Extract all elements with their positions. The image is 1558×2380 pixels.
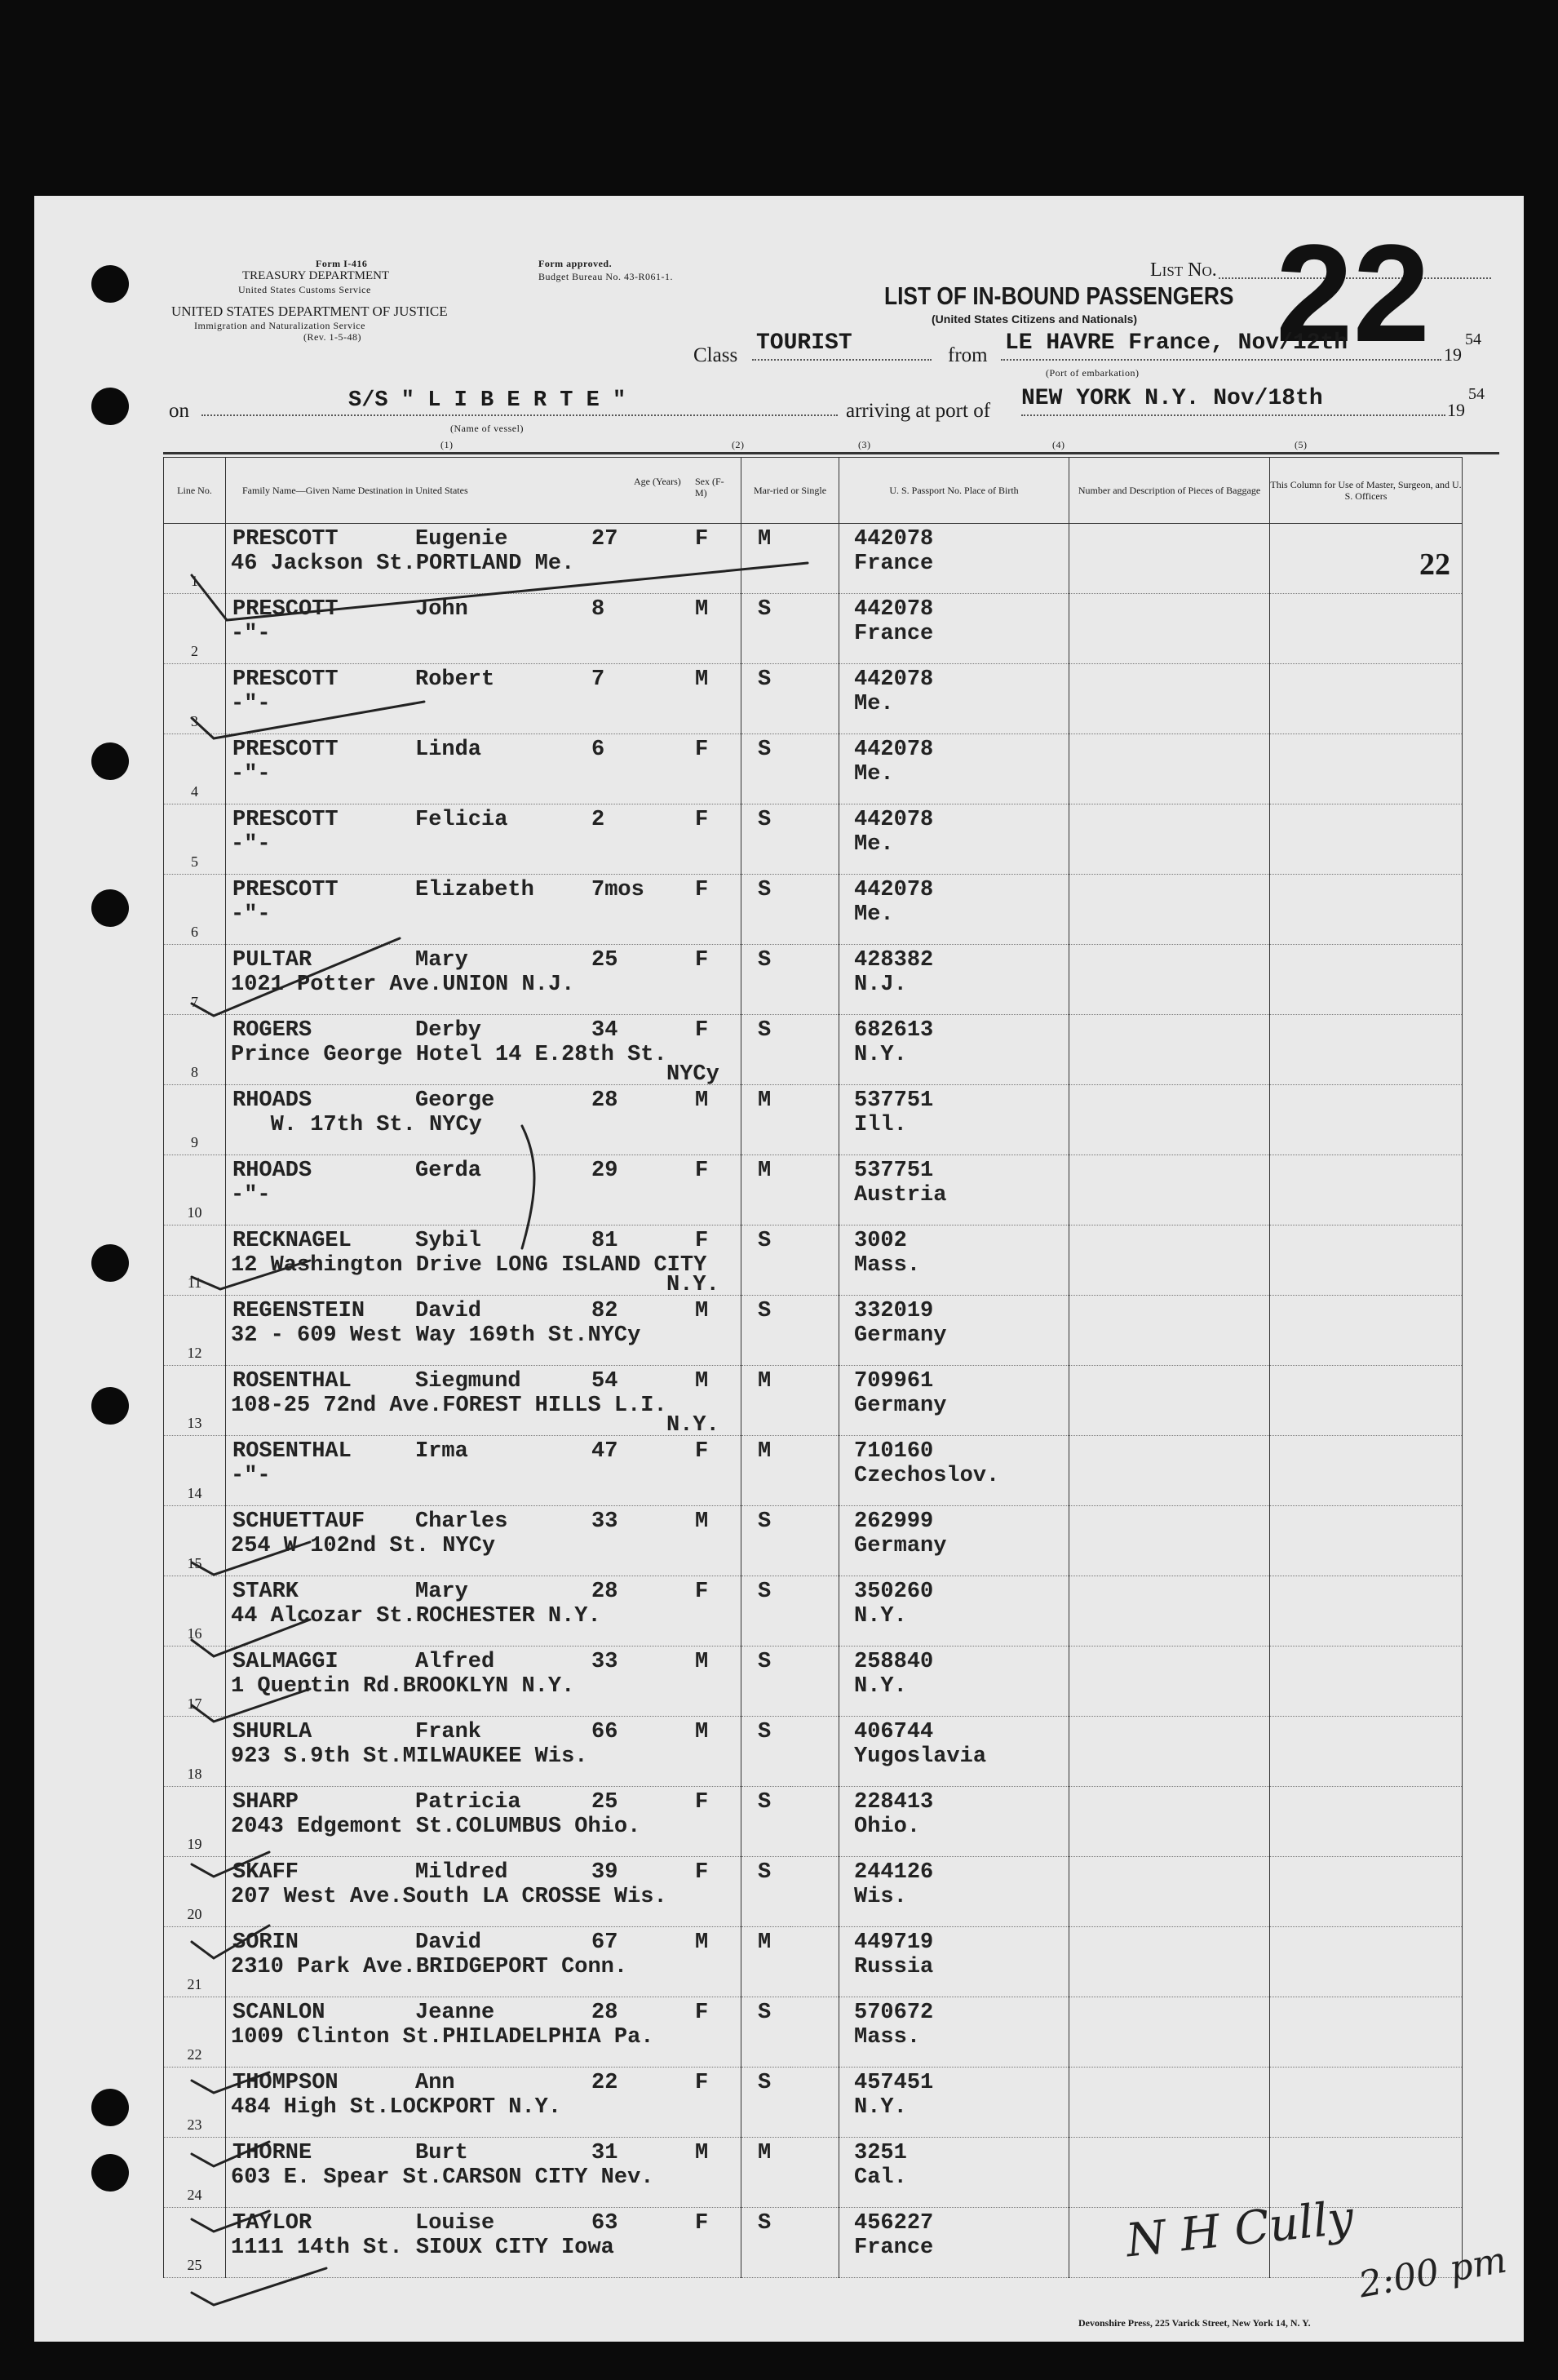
sex: M (695, 1720, 709, 1744)
col-index-3: (3) (858, 439, 871, 450)
given-name: Ann (415, 2071, 455, 2095)
given-name: Felicia (415, 808, 508, 832)
destination: 923 S.9th St.MILWAUKEE Wis. (231, 1744, 588, 1769)
line-number: 21 (187, 1976, 202, 1992)
line-number: 2 (191, 643, 198, 659)
line-number: 8 (191, 1064, 198, 1080)
family-name: REGENSTEIN (232, 1299, 365, 1323)
col-index-5: (5) (1295, 439, 1308, 450)
marital-status: S (758, 1509, 772, 1534)
place-of-birth: Me. (854, 762, 894, 787)
page-subtitle: (United States Citizens and Nationals) (932, 312, 1138, 326)
form-number: Form I-416 (316, 258, 368, 269)
given-name: Sybil (415, 1229, 482, 1253)
col-header-age: Age (Years) (634, 476, 681, 487)
treasury-dept: TREASURY DEPARTMENT (242, 269, 390, 282)
line-number: 18 (187, 1766, 202, 1782)
destination: 44 Alcozar St.ROCHESTER N.Y. (231, 1604, 601, 1629)
sex: F (695, 878, 709, 902)
line-number: 1 (191, 573, 198, 589)
marital-status: S (758, 1229, 772, 1253)
given-name: Burt (415, 2141, 468, 2165)
given-name: John (415, 597, 468, 622)
handwritten-initials: N H Cully (1123, 2191, 1357, 2268)
embarkation-port: LE HAVRE France, Nov/12th (1005, 330, 1348, 356)
sex: M (695, 597, 709, 622)
col-index-1: (1) (440, 439, 454, 450)
line-number: 6 (191, 924, 198, 940)
place-of-birth: France (854, 552, 934, 576)
place-of-birth: France (854, 2236, 934, 2260)
destination: -"- (231, 832, 271, 857)
destination: 1021 Potter Ave.UNION N.J. (231, 973, 575, 997)
age: 47 (591, 1439, 618, 1464)
age: 33 (591, 1509, 618, 1534)
family-name: ROSENTHAL (232, 1439, 352, 1464)
family-name: SKAFF (232, 1860, 299, 1885)
family-name: PRESCOTT (232, 527, 339, 552)
year-suffix: 54 (1468, 385, 1485, 403)
family-name: RHOADS (232, 1088, 312, 1113)
given-name: Siegmund (415, 1369, 521, 1394)
sex: F (695, 1580, 709, 1604)
sex: F (695, 1790, 709, 1815)
destination: -"- (231, 762, 271, 787)
given-name: David (415, 1930, 482, 1955)
family-name: RHOADS (232, 1159, 312, 1183)
year-prefix: 19 (1447, 400, 1465, 420)
place-of-birth: Mass. (854, 2025, 921, 2050)
place-of-birth: Ill. (854, 1113, 907, 1137)
place-of-birth: France (854, 622, 934, 646)
age: 39 (591, 1860, 618, 1885)
age: 6 (591, 738, 605, 762)
marital-status: M (758, 1088, 772, 1113)
passport-number: 258840 (854, 1650, 934, 1674)
line-number: 7 (191, 994, 198, 1010)
marital-status: M (758, 527, 772, 552)
age: 82 (591, 1299, 618, 1323)
marital-status: S (758, 738, 772, 762)
given-name: Gerda (415, 1159, 482, 1183)
line-number: 15 (187, 1555, 202, 1571)
line-number: 20 (187, 1906, 202, 1922)
destination: 2043 Edgemont St.COLUMBUS Ohio. (231, 1815, 641, 1839)
passport-number: 537751 (854, 1159, 934, 1183)
family-name: SORIN (232, 1930, 299, 1955)
given-name: Patricia (415, 1790, 521, 1815)
sex: F (695, 738, 709, 762)
sex: M (695, 667, 709, 692)
destination: 12 Washington Drive LONG ISLAND CITY (231, 1253, 707, 1278)
given-name: Derby (415, 1018, 482, 1043)
age: 33 (591, 1650, 618, 1674)
given-name: Mildred (415, 1860, 508, 1885)
marital-status: S (758, 667, 772, 692)
passport-number: 456227 (854, 2211, 934, 2236)
passport-number: 709961 (854, 1369, 934, 1394)
line-number: 9 (191, 1134, 198, 1150)
given-name: Frank (415, 1720, 482, 1744)
place-of-birth: N.Y. (854, 1604, 907, 1629)
sex: M (695, 1088, 709, 1113)
age: 34 (591, 1018, 618, 1043)
on-label: on (169, 400, 189, 422)
destination-line-2: N.Y. (666, 1413, 719, 1438)
age: 28 (591, 2001, 618, 2025)
sex: F (695, 1439, 709, 1464)
handwritten-time: 2:00 pm (1355, 2239, 1510, 2307)
marital-status: S (758, 808, 772, 832)
given-name: Jeanne (415, 2001, 495, 2025)
place-of-birth: N.Y. (854, 1043, 907, 1067)
sex: F (695, 1860, 709, 1885)
destination: 1009 Clinton St.PHILADELPHIA Pa. (231, 2025, 654, 2050)
destination-line-2: NYCy (666, 1062, 719, 1087)
passport-number: 3251 (854, 2141, 907, 2165)
line-number: 25 (187, 2257, 202, 2273)
place-of-birth: Germany (854, 1394, 947, 1418)
family-name: THORNE (232, 2141, 312, 2165)
place-of-birth: Germany (854, 1323, 947, 1348)
sex: M (695, 1509, 709, 1534)
officer-note: 22 (1419, 547, 1451, 582)
line-number: 5 (191, 853, 198, 870)
sex: M (695, 1369, 709, 1394)
marital-status: M (758, 1930, 772, 1955)
age: 31 (591, 2141, 618, 2165)
given-name: Robert (415, 667, 495, 692)
line-number: 11 (187, 1274, 202, 1291)
age: 22 (591, 2071, 618, 2095)
year-prefix: 19 (1444, 344, 1462, 365)
col-index-2: (2) (732, 439, 745, 450)
line-number: 23 (187, 2116, 202, 2133)
line-number: 4 (191, 783, 198, 800)
marital-status: S (758, 1650, 772, 1674)
destination: -"- (231, 1464, 271, 1488)
col-header-line: Line No. (164, 458, 226, 524)
given-name: George (415, 1088, 495, 1113)
destination: 603 E. Spear St.CARSON CITY Nev. (231, 2165, 654, 2190)
family-name: PRESCOTT (232, 597, 339, 622)
destination: -"- (231, 622, 271, 646)
family-name: RECKNAGEL (232, 1229, 352, 1253)
col-header-sex: Sex (F-M) (695, 476, 724, 499)
sex: F (695, 1018, 709, 1043)
class-value: TOURIST (756, 330, 852, 356)
age: 63 (591, 2211, 618, 2236)
age: 7 (591, 667, 605, 692)
place-of-birth: Ohio. (854, 1815, 921, 1839)
col-index-4: (4) (1052, 439, 1065, 450)
line-number: 14 (187, 1485, 202, 1501)
line-number: 10 (187, 1204, 202, 1221)
sex: F (695, 1159, 709, 1183)
col-header-name-label: Family Name—Given Name Destination in United States (242, 485, 468, 496)
page-title: LIST OF IN-BOUND PASSENGERS (884, 281, 1234, 310)
place-of-birth: Me. (854, 902, 894, 927)
place-of-birth: Austria (854, 1183, 947, 1208)
age: 27 (591, 527, 618, 552)
destination: 207 West Ave.South LA CROSSE Wis. (231, 1885, 667, 1909)
passport-number: 537751 (854, 1088, 934, 1113)
marital-status: M (758, 2141, 772, 2165)
class-label: Class (693, 344, 738, 366)
destination: 484 High St.LOCKPORT N.Y. (231, 2095, 562, 2120)
marital-status: S (758, 1720, 772, 1744)
place-of-birth: Me. (854, 692, 894, 716)
age: 28 (591, 1088, 618, 1113)
revision: (Rev. 1-5-48) (303, 331, 362, 343)
marital-status: M (758, 1439, 772, 1464)
family-name: ROGERS (232, 1018, 312, 1043)
sex: M (695, 1650, 709, 1674)
marital-status: S (758, 2071, 772, 2095)
family-name: ROSENTHAL (232, 1369, 352, 1394)
line-number: 22 (187, 2046, 202, 2063)
family-name: PRESCOTT (232, 878, 339, 902)
age: 25 (591, 1790, 618, 1815)
place-of-birth: Russia (854, 1955, 934, 1979)
sex: F (695, 948, 709, 973)
line-number: 3 (191, 713, 198, 729)
age: 81 (591, 1229, 618, 1253)
passport-number: 228413 (854, 1790, 934, 1815)
age: 67 (591, 1930, 618, 1955)
destination: W. 17th St. NYCy (231, 1113, 482, 1137)
destination: -"- (231, 902, 271, 927)
marital-status: S (758, 2211, 772, 2236)
sex: M (695, 1299, 709, 1323)
passport-number: 332019 (854, 1299, 934, 1323)
line-number: 17 (187, 1695, 202, 1712)
family-name: SCHUETTAUF (232, 1509, 365, 1534)
given-name: Charles (415, 1509, 508, 1534)
passport-number: 406744 (854, 1720, 934, 1744)
marital-status: S (758, 1580, 772, 1604)
col-header-baggage: Number and Description of Pieces of Baggage (1069, 458, 1270, 524)
customs-service: United States Customs Service (238, 284, 371, 295)
col-header-officers: This Column for Use of Master, Surgeon, and U. S. Officers (1270, 458, 1463, 524)
given-name: Alfred (415, 1650, 495, 1674)
family-name: SHURLA (232, 1720, 312, 1744)
given-name: Irma (415, 1439, 468, 1464)
family-name: SCANLON (232, 2001, 325, 2025)
sex: F (695, 2071, 709, 2095)
line-number: 16 (187, 1625, 202, 1642)
destination: 32 - 609 West Way 169th St.NYCy (231, 1323, 641, 1348)
marital-status: S (758, 948, 772, 973)
marital-status: S (758, 878, 772, 902)
age: 2 (591, 808, 605, 832)
passport-number: 3002 (854, 1229, 907, 1253)
passport-number: 570672 (854, 2001, 934, 2025)
place-of-birth: N.J. (854, 973, 907, 997)
sex: F (695, 1229, 709, 1253)
age: 7mos (591, 878, 644, 902)
age: 25 (591, 948, 618, 973)
passport-number: 442078 (854, 878, 934, 902)
destination: 2310 Park Ave.BRIDGEPORT Conn. (231, 1955, 628, 1979)
marital-status: S (758, 1790, 772, 1815)
passport-number: 442078 (854, 667, 934, 692)
ins-service: Immigration and Naturalization Service (194, 320, 365, 331)
passport-number: 449719 (854, 1930, 934, 1955)
sex: M (695, 1930, 709, 1955)
given-name: Elizabeth (415, 878, 534, 902)
line-number: 19 (187, 1836, 202, 1852)
destination: 1111 14th St. SIOUX CITY Iowa (231, 2236, 614, 2260)
place-of-birth: N.Y. (854, 2095, 907, 2120)
place-of-birth: Germany (854, 1534, 947, 1558)
age: 54 (591, 1369, 618, 1394)
place-of-birth: Cal. (854, 2165, 907, 2190)
sex: F (695, 2001, 709, 2025)
family-name: PRESCOTT (232, 808, 339, 832)
age: 8 (591, 597, 605, 622)
passport-number: 442078 (854, 738, 934, 762)
col-header-passport: U. S. Passport No. Place of Birth (839, 458, 1069, 524)
year-suffix: 54 (1465, 330, 1481, 348)
destination: Prince George Hotel 14 E.28th St. (231, 1043, 667, 1067)
family-name: SHARP (232, 1790, 299, 1815)
sex: F (695, 808, 709, 832)
age: 28 (591, 1580, 618, 1604)
place-of-birth: N.Y. (854, 1674, 907, 1699)
passport-number: 244126 (854, 1860, 934, 1885)
marital-status: S (758, 1299, 772, 1323)
destination: -"- (231, 1183, 271, 1208)
list-no-label: List No. (1150, 259, 1217, 281)
family-name: SALMAGGI (232, 1650, 339, 1674)
passport-number: 710160 (854, 1439, 934, 1464)
passport-number: 442078 (854, 527, 934, 552)
marital-status: M (758, 1159, 772, 1183)
marital-status: S (758, 2001, 772, 2025)
age: 29 (591, 1159, 618, 1183)
passport-number: 350260 (854, 1580, 934, 1604)
sex: M (695, 2141, 709, 2165)
destination-line-2: N.Y. (666, 1273, 719, 1297)
given-name: Louise (415, 2211, 495, 2236)
passport-number: 428382 (854, 948, 934, 973)
family-name: TAYLOR (232, 2211, 312, 2236)
place-of-birth: Mass. (854, 1253, 921, 1278)
budget-bureau: Budget Bureau No. 43-R061-1. (538, 271, 673, 282)
vessel-caption: (Name of vessel) (450, 423, 524, 434)
family-name: PRESCOTT (232, 738, 339, 762)
arriving-label: arriving at port of (846, 400, 991, 422)
from-label: from (948, 344, 988, 366)
passport-number: 682613 (854, 1018, 934, 1043)
marital-status: S (758, 1018, 772, 1043)
arrival-port: NEW YORK N.Y. Nov/18th (1021, 386, 1323, 411)
family-name: THOMPSON (232, 2071, 339, 2095)
place-of-birth: Czechoslov. (854, 1464, 1000, 1488)
given-name: Eugenie (415, 527, 508, 552)
destination: -"- (231, 692, 271, 716)
sex: F (695, 527, 709, 552)
family-name: STARK (232, 1580, 299, 1604)
justice-dept: UNITED STATES DEPARTMENT OF JUSTICE (171, 304, 448, 319)
destination: 254 W 102nd St. NYCy (231, 1534, 496, 1558)
printer-imprint: Devonshire Press, 225 Varick Street, New York 14, N. Y. (1078, 2317, 1311, 2329)
line-number: 24 (187, 2187, 202, 2203)
given-name: Mary (415, 1580, 468, 1604)
marital-status: S (758, 1860, 772, 1885)
place-of-birth: Wis. (854, 1885, 907, 1909)
destination: 46 Jackson St.PORTLAND Me. (231, 552, 575, 576)
place-of-birth: Me. (854, 832, 894, 857)
sex: F (695, 2211, 709, 2236)
vessel-name: S/S " L I B E R T E " (348, 388, 626, 413)
age: 66 (591, 1720, 618, 1744)
family-name: PRESCOTT (232, 667, 339, 692)
list-number: 22 (1276, 216, 1431, 371)
passport-number: 442078 (854, 597, 934, 622)
port-caption: (Port of embarkation) (1046, 367, 1140, 379)
col-header-married: Mar-ried or Single (741, 458, 839, 524)
given-name: David (415, 1299, 482, 1323)
given-name: Mary (415, 948, 468, 973)
passport-number: 457451 (854, 2071, 934, 2095)
destination: 1 Quentin Rd.BROOKLYN N.Y. (231, 1674, 575, 1699)
marital-status: S (758, 597, 772, 622)
family-name: PULTAR (232, 948, 312, 973)
given-name: Linda (415, 738, 482, 762)
destination: 108-25 72nd Ave.FOREST HILLS L.I. (231, 1394, 667, 1418)
form-approved: Form approved. (538, 258, 613, 269)
line-number: 13 (187, 1415, 202, 1431)
place-of-birth: Yugoslavia (854, 1744, 987, 1769)
passport-number: 442078 (854, 808, 934, 832)
passport-number: 262999 (854, 1509, 934, 1534)
marital-status: M (758, 1369, 772, 1394)
line-number: 12 (187, 1345, 202, 1361)
